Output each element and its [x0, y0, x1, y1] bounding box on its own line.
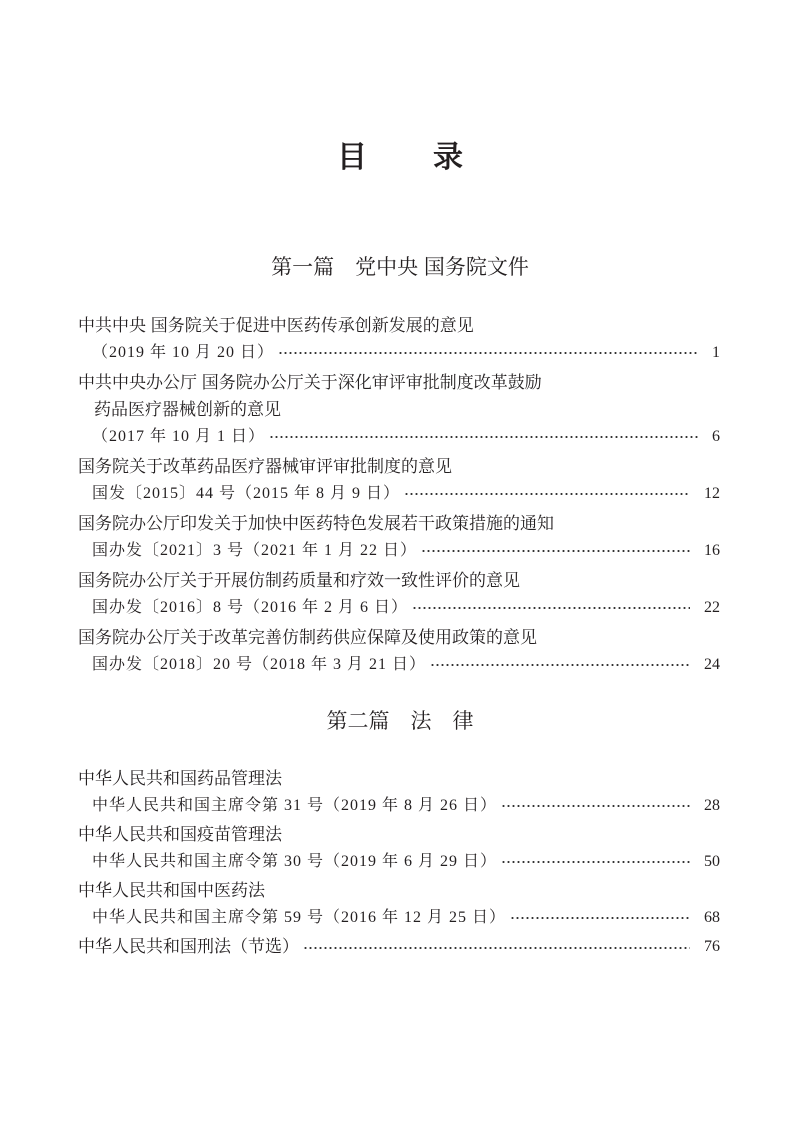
entry-detail-row — [78, 537, 720, 564]
entry-detail: 中华人民共和国主席令第 30 号（2019 年 6 月 29 日） — [92, 852, 498, 870]
toc-entry — [78, 312, 720, 366]
entry-detail-row — [78, 339, 720, 366]
entry-detail: 国办发〔2021〕3 号（2021 年 1 月 22 日） — [92, 542, 418, 559]
page-number: 22 — [704, 599, 720, 616]
page-number: 12 — [704, 485, 720, 502]
entry-detail-row — [78, 651, 720, 678]
page-number: 1 — [712, 344, 720, 361]
page-title: 目 录 — [337, 141, 481, 174]
entry-title: 中华人民共和国刑法（节选） — [78, 937, 299, 956]
toc-entry — [78, 766, 720, 819]
page-number: 6 — [712, 428, 720, 445]
entry-detail: 中华人民共和国主席令第 59 号（2016 年 12 月 25 日） — [92, 908, 507, 926]
dot-leader — [412, 594, 690, 621]
entry-title: 国务院关于改革药品医疗器械审评审批制度的意见 — [78, 457, 452, 476]
toc-entry — [78, 822, 720, 875]
entry-title: 国务院办公厅关于开展仿制药质量和疗效一致性评价的意见 — [78, 571, 520, 590]
page-number: 50 — [704, 852, 720, 870]
entry-title: 中华人民共和国疫苗管理法 — [78, 825, 282, 844]
toc-list-section-2 — [78, 766, 720, 964]
page-number: 16 — [704, 542, 720, 559]
page-number: 24 — [704, 656, 720, 673]
dot-leader — [501, 792, 690, 819]
entry-detail-row — [78, 594, 720, 621]
entry-title: 中华人民共和国中医药法 — [78, 881, 265, 900]
entry-detail-row — [78, 905, 720, 932]
entry-detail-row — [78, 849, 720, 876]
dot-leader — [501, 848, 690, 875]
entry-detail-row — [78, 793, 720, 820]
entry-detail: （2019 年 10 月 20 日） — [92, 344, 275, 361]
toc-entry — [78, 934, 720, 961]
toc-entry — [78, 624, 720, 678]
page-number: 76 — [704, 938, 720, 955]
entry-title-continued: 药品医疗器械创新的意见 — [94, 400, 281, 419]
entry-title: 中华人民共和国药品管理法 — [78, 769, 282, 788]
entry-title: 国务院办公厅印发关于加快中医药特色发展若干政策措施的通知 — [78, 514, 554, 533]
dot-leader — [510, 904, 690, 931]
entry-detail: 国办发〔2016〕8 号（2016 年 2 月 6 日） — [92, 599, 409, 616]
entry-title: 中共中央 国务院关于促进中医药传承创新发展的意见 — [78, 316, 474, 335]
dot-leader — [404, 480, 690, 507]
toc-entry — [78, 510, 720, 564]
dot-leader — [421, 537, 690, 564]
entry-detail: （2017 年 10 月 1 日） — [92, 428, 266, 445]
entry-detail-row — [78, 423, 720, 450]
entry-detail-row — [78, 480, 720, 507]
page-number: 68 — [704, 908, 720, 926]
dot-leader — [278, 339, 698, 366]
toc-entry — [78, 878, 720, 931]
entry-detail: 国办发〔2018〕20 号（2018 年 3 月 21 日） — [92, 656, 427, 673]
entry-title: 中共中央办公厅 国务院办公厅关于深化审评审批制度改革鼓励 — [78, 373, 542, 392]
dot-leader — [430, 651, 690, 678]
entry-detail: 国发〔2015〕44 号（2015 年 8 月 9 日） — [92, 485, 401, 502]
section-heading-2: 第二篇 法 律 — [326, 710, 474, 733]
section-heading-1: 第一篇 党中央 国务院文件 — [271, 256, 529, 279]
dot-leader — [269, 423, 698, 450]
entry-title-row — [78, 934, 720, 961]
toc-entry — [78, 453, 720, 507]
toc-entry — [78, 567, 720, 621]
dot-leader — [303, 934, 690, 961]
toc-entry — [78, 369, 720, 450]
page-number: 28 — [704, 796, 720, 814]
entry-title: 国务院办公厅关于改革完善仿制药供应保障及使用政策的意见 — [78, 628, 537, 647]
toc-list-section-1 — [78, 312, 720, 681]
entry-detail: 中华人民共和国主席令第 31 号（2019 年 8 月 26 日） — [92, 796, 498, 814]
